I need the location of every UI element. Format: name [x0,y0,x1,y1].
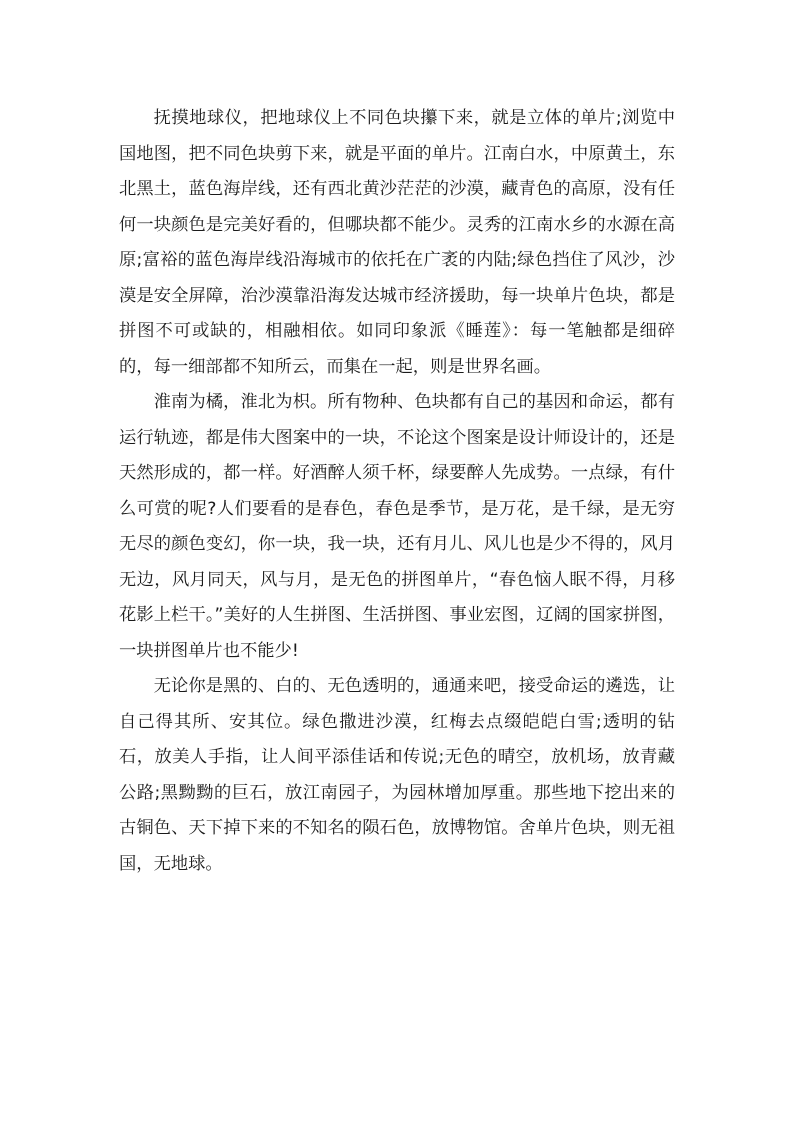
paragraph-2: 淮南为橘，淮北为枳。所有物种、色块都有自己的基因和命运，都有运行轨迹，都是伟大图案中的一块，不论这个图案是设计师设计的，还是天然形成的，都一样。好酒醉人须千杯，绿要醉人先成势。一点绿，有什么可赏的呢?人们要看的是春色，春色是季节，是万花，是千绿，是无穷无尽的颜色变幻，你一块，我一块，还有月儿、风儿也是少不得的，风月无边，风月同天，风与月，是无色的拼图单片，“春色恼人眠不得，月移花影上栏干。”美好的人生拼图、生活拼图、事业宏图，辽阔的国家拼图，一块拼图单片也不能少! [119,392,675,661]
paragraph-3: 无论你是黑的、白的、无色透明的，通通来吧，接受命运的遴选，让自己得其所、安其位。绿色撒进沙漠，红梅去点缀皑皑白雪;透明的钻石，放美人手指，让人间平添佳话和传说;无色的晴空，放机场，放青藏公路;黑黝黝的巨石，放江南园子，为园林增加厚重。那些地下挖出来的古铜色、天下掉下来的不知名的陨石色，放博物馆。舍单片色块，则无祖国，无地球。 [119,676,675,874]
document-body [119,101,675,882]
paragraph-1: 抚摸地球仪，把地球仪上不同色块攥下来，就是立体的单片;浏览中国地图，把不同色块剪下来，就是平面的单片。江南白水，中原黄土，东北黑土，蓝色海岸线，还有西北黄沙茫茫的沙漠，藏青色的高原，没有任何一块颜色是完美好看的，但哪块都不能少。灵秀的江南水乡的水源在高原;富裕的蓝色海岸线沿海城市的依托在广袤的内陆;绿色挡住了风沙，沙漠是安全屏障，治沙漠靠沿海发达城市经济援助，每一块单片色块，都是拼图不可或缺的，相融相依。如同印象派《睡莲》：每一笔触都是细碎的，每一细部都不知所云，而集在一起，则是世界名画。 [119,108,675,377]
